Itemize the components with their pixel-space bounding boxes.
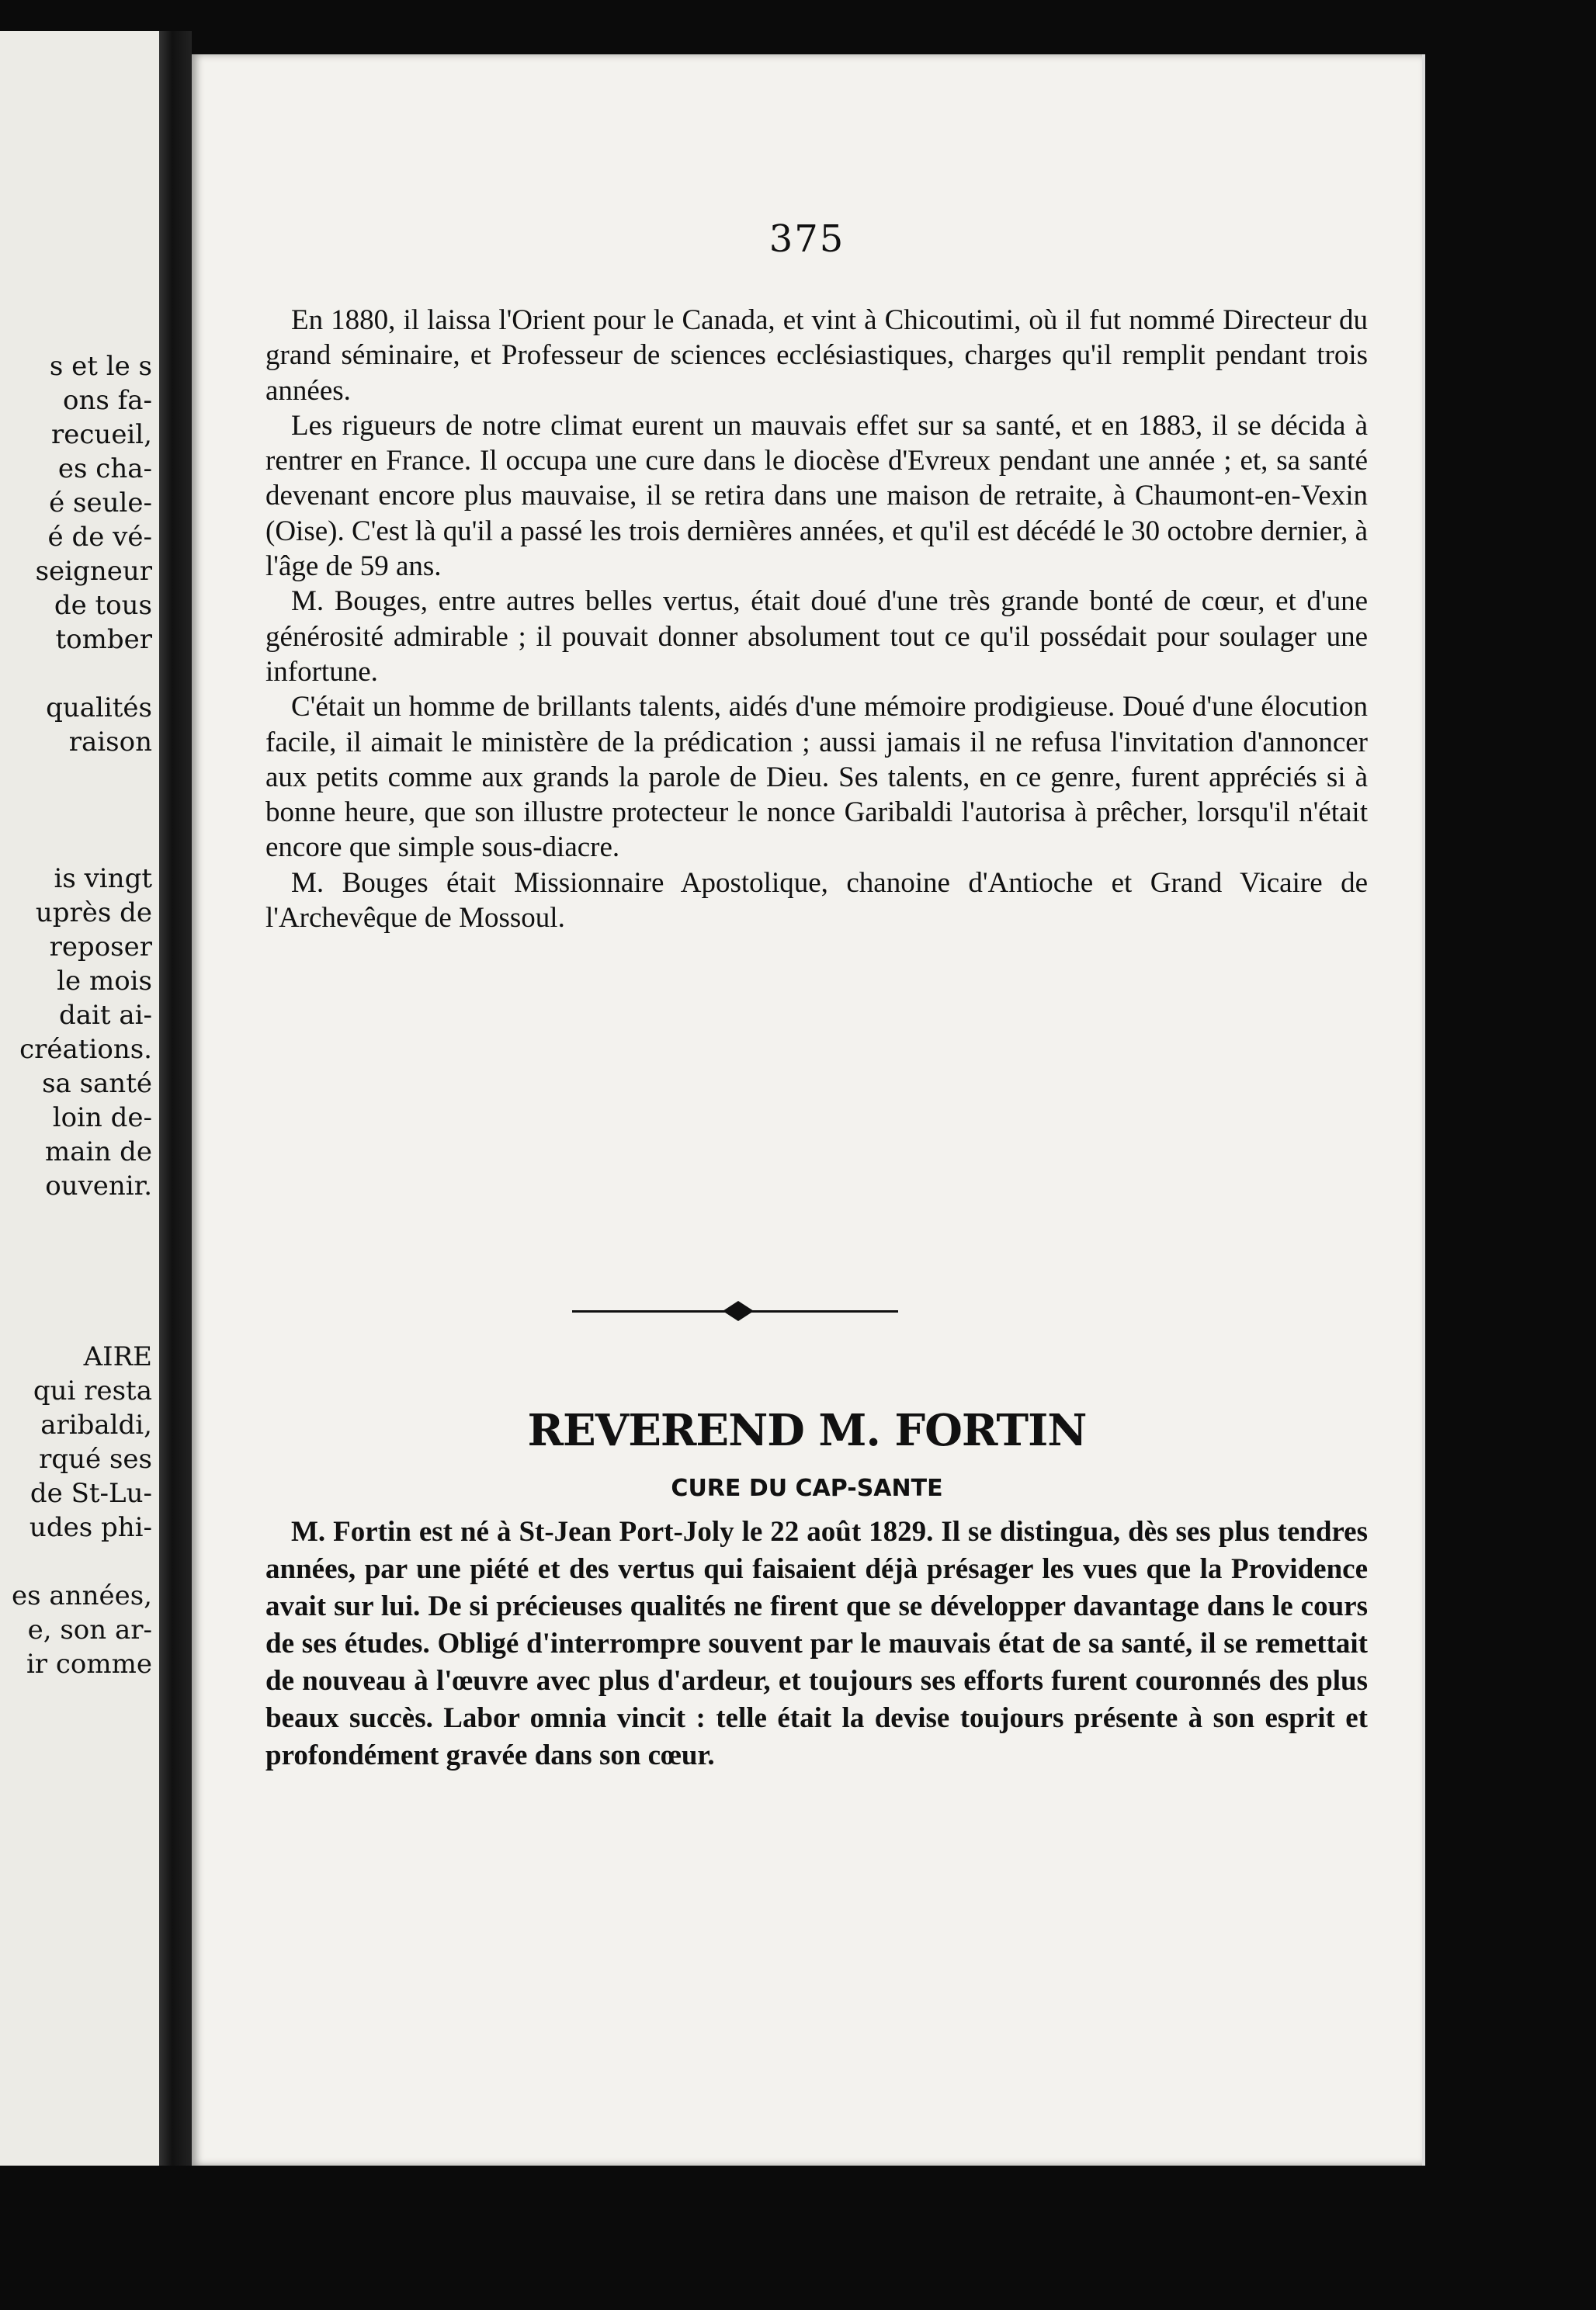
paragraph: C'était un homme de brillants talents, aidés d'une mémoire prodigieuse. Doué d'une élocution facile, il aimait le ministère de la prédication ; aussi jamais il ne refusa l'invitation d'annoncer aux petits comme aux grands la parole de Dieu. Ses talents, en ce genre, furent appréciés si à bonne heure, que son illustre protecteur le nonce Garibaldi l'autorisa à prêcher, lorsqu'il n'était encore que simple sous-diacre. <box>265 691 1368 864</box>
left-page-line <box>0 657 155 691</box>
paragraph: M. Bouges, entre autres belles vertus, était doué d'une très grande bonté de cœur, et d'une générosité admirable ; il pouvait donner absolument tout ce qu'il possédait pour soulager une infortune. <box>265 585 1368 688</box>
right-page <box>192 54 1425 2166</box>
left-page-line: loin de- <box>52 1102 152 1133</box>
left-page-line <box>0 827 155 862</box>
left-page-line: aribaldi, <box>40 1410 152 1441</box>
left-page-line: sa santé <box>42 1068 152 1099</box>
left-page-line: é seule- <box>49 487 152 519</box>
section-title: REVEREND M. FORTIN <box>527 1405 1087 1456</box>
left-page-line <box>0 1271 155 1306</box>
left-page-line: tomber <box>55 624 152 655</box>
paragraph: M. Fortin est né à St-Jean Port-Joly le 22 août 1829. Il se distingua, dès ses plus tendres années, par une piété et des vertus qui faisaient déjà présager les vues que la Providence avait sur lui. De si précieuses qualités ne firent que se développer davantage dans le cours de ses études. Obligé d'interrompre souvent par le mauvais état de sa santé, il se remettait de nouveau à l'œuvre avec plus d'ardeur, et toujours ses efforts furent couronnés des plus beaux succès. Labor omnia vincit : telle était la devise toujours présente à son esprit et profondément gravée dans son cœur. <box>265 1516 1368 1771</box>
left-page <box>0 31 161 2166</box>
paragraph: M. Bouges était Missionnaire Apostolique, chanoine d'Antioche et Grand Vicaire de l'Archevêque de Mossoul. <box>265 866 1368 935</box>
left-page-line: seigneur <box>35 556 152 587</box>
left-page-line: é de vé- <box>47 522 152 553</box>
page-number: 375 <box>769 217 845 261</box>
left-page-line: de St-Lu- <box>29 1478 152 1509</box>
book-spine <box>159 31 192 2166</box>
article-fortin <box>265 1514 1368 1774</box>
left-page-line: qualités <box>46 692 152 723</box>
left-page-line: uprès de <box>35 897 152 928</box>
left-page-line: ons fa- <box>63 385 152 416</box>
left-page-line: de tous <box>54 590 152 621</box>
article-bouges <box>265 303 1368 935</box>
left-page-line: raison <box>68 727 152 758</box>
section-subtitle: CURE DU CAP-SANTE <box>671 1475 943 1502</box>
left-page-line: recueil, <box>51 419 152 450</box>
left-page-line: reposer <box>49 931 152 962</box>
divider-ornament-icon <box>723 1301 754 1321</box>
left-page-line <box>0 1306 155 1340</box>
left-page-line: ouvenir. <box>45 1171 152 1202</box>
left-page-line: udes phi- <box>29 1512 152 1543</box>
left-page-line: le mois <box>57 966 152 997</box>
left-page-line <box>0 1203 155 1237</box>
left-page-line: qui resta <box>33 1375 152 1406</box>
left-page-text <box>0 349 155 1681</box>
left-page-line: is vingt <box>54 863 152 894</box>
left-page-line: main de <box>45 1136 152 1167</box>
left-page-line: rqué ses <box>39 1444 152 1475</box>
left-page-line <box>0 1237 155 1271</box>
left-page-line <box>0 793 155 827</box>
left-page-line: ir comme <box>26 1649 152 1680</box>
paragraph: Les rigueurs de notre climat eurent un mauvais effet sur sa santé, et en 1883, il se décida à rentrer en France. Il occupa une cure dans le diocèse d'Evreux pendant une année ; et, sa santé devenant encore plus mauvaise, il se retira dans une maison de retraite, à Chaumont-en-Vexin (Oise). C'est là qu'il a passé les trois dernières années, et qu'il est décédé le 30 octobre dernier, à l'âge de 59 ans. <box>265 409 1368 583</box>
left-page-line <box>0 1545 155 1579</box>
paragraph: En 1880, il laissa l'Orient pour le Canada, et vint à Chicoutimi, où il fut nommé Directeur du grand séminaire, et Professeur de sciences ecclésiastiques, charges qu'il remplit pendant trois années. <box>265 304 1368 407</box>
left-page-line: es cha- <box>57 453 152 484</box>
left-page-line: AIRE <box>83 1341 152 1372</box>
scan-background <box>1425 0 1596 2310</box>
left-page-line <box>0 759 155 793</box>
left-page-line: es années, <box>12 1580 152 1611</box>
left-page-line: e, son ar- <box>27 1615 152 1646</box>
left-page-line: dait ai- <box>58 1000 152 1031</box>
left-page-line: créations. <box>19 1034 152 1065</box>
left-page-line: s et le s <box>49 351 152 382</box>
